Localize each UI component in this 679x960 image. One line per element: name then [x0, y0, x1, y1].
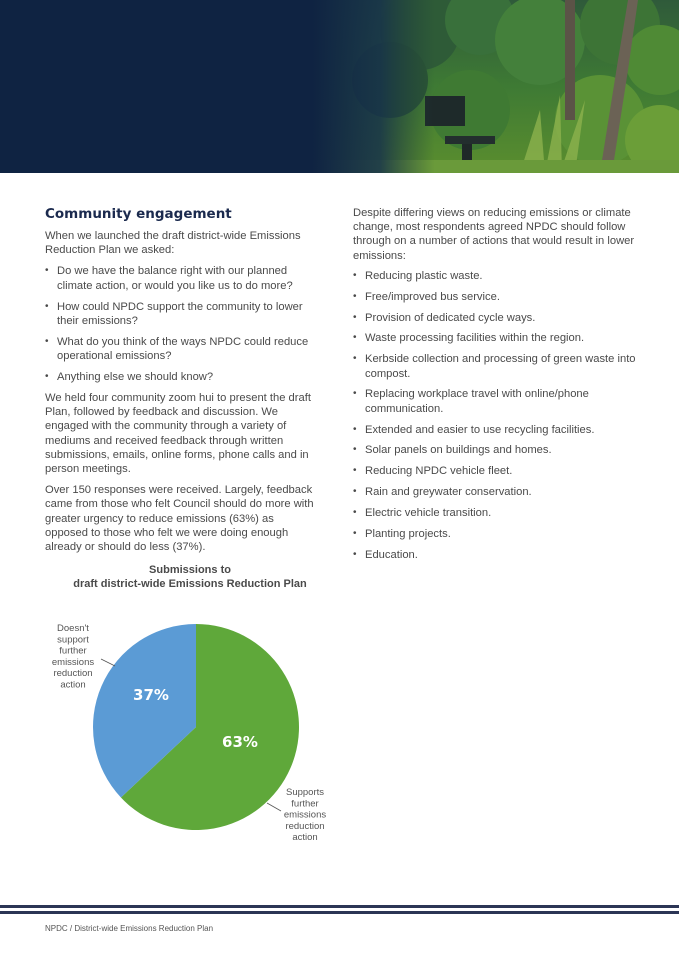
questions-list [45, 264, 317, 384]
chart-title-line1: Submissions to [149, 564, 231, 576]
park-bench-photo [0, 0, 679, 173]
engagement-paragraph: We held four community zoom hui to present the draft Plan, followed by feedback and discussion. We engaged with the community through a variety of mediums and received feedback through written submissions, emails, online forms, phone calls and in person meetings. [45, 392, 311, 476]
list-item: • Electric vehicle transition. [353, 506, 643, 520]
list-item: • How could NPDC support the community to lower their emissions? [45, 300, 317, 328]
footer-rule [0, 905, 679, 908]
left-column [45, 206, 317, 561]
footer-rule [0, 911, 679, 914]
list-item: • Anything else we should know? [45, 370, 317, 384]
list-item: • Solar panels on buildings and homes. [353, 443, 643, 457]
actions-intro: Despite differing views on reducing emissions or climate change, most respondents agreed NPDC should follow through on a number of actions that would result in lower emissions: [353, 207, 635, 262]
list-item: • Replacing workplace travel with online/phone communication. [353, 387, 643, 415]
list-item: • Do we have the balance right with our planned climate action, or would you like us to do more? [45, 264, 317, 292]
list-item: • What do you think of the ways NPDC could reduce operational emissions? [45, 335, 317, 363]
submissions-pie-chart [45, 563, 345, 853]
slice-category-label: Supports further emissions reduction action [283, 787, 327, 844]
list-item: • Education. [353, 548, 643, 562]
footer-text: NPDC / District-wide Emissions Reduction Plan [45, 924, 214, 933]
list-item: • Provision of dedicated cycle ways. [353, 311, 643, 325]
chart-title-line2: draft district-wide Emissions Reduction Plan [73, 578, 307, 590]
slice-value-label: 37% [133, 686, 169, 704]
list-item: • Kerbside collection and processing of green waste into compost. [353, 352, 643, 380]
leader-line [101, 659, 115, 666]
header-banner [0, 0, 679, 173]
actions-list [353, 269, 643, 562]
list-item: • Rain and greywater conservation. [353, 485, 643, 499]
list-item: • Reducing NPDC vehicle fleet. [353, 464, 643, 478]
list-item: • Reducing plastic waste. [353, 269, 643, 283]
list-item: • Free/improved bus service. [353, 290, 643, 304]
intro-paragraph: When we launched the draft district-wide Emissions Reduction Plan we asked: [45, 230, 301, 257]
pie-svg [45, 563, 345, 853]
right-column [353, 206, 643, 569]
list-item: • Extended and easier to use recycling facilities. [353, 423, 643, 437]
slice-value-label: 63% [222, 733, 258, 751]
slice-category-label: Doesn't support further emissions reduction action [51, 623, 95, 691]
section-heading: Community engagement [45, 206, 232, 222]
leader-line [267, 803, 281, 811]
list-item: • Waste processing facilities within the region. [353, 331, 643, 345]
list-item: • Planting projects. [353, 527, 643, 541]
responses-paragraph: Over 150 responses were received. Largely, feedback came from those who felt Council should do more with greater urgency to reduce emissions (63%) as opposed to those who felt we were doing enough already or should do less (37%). [45, 484, 314, 554]
